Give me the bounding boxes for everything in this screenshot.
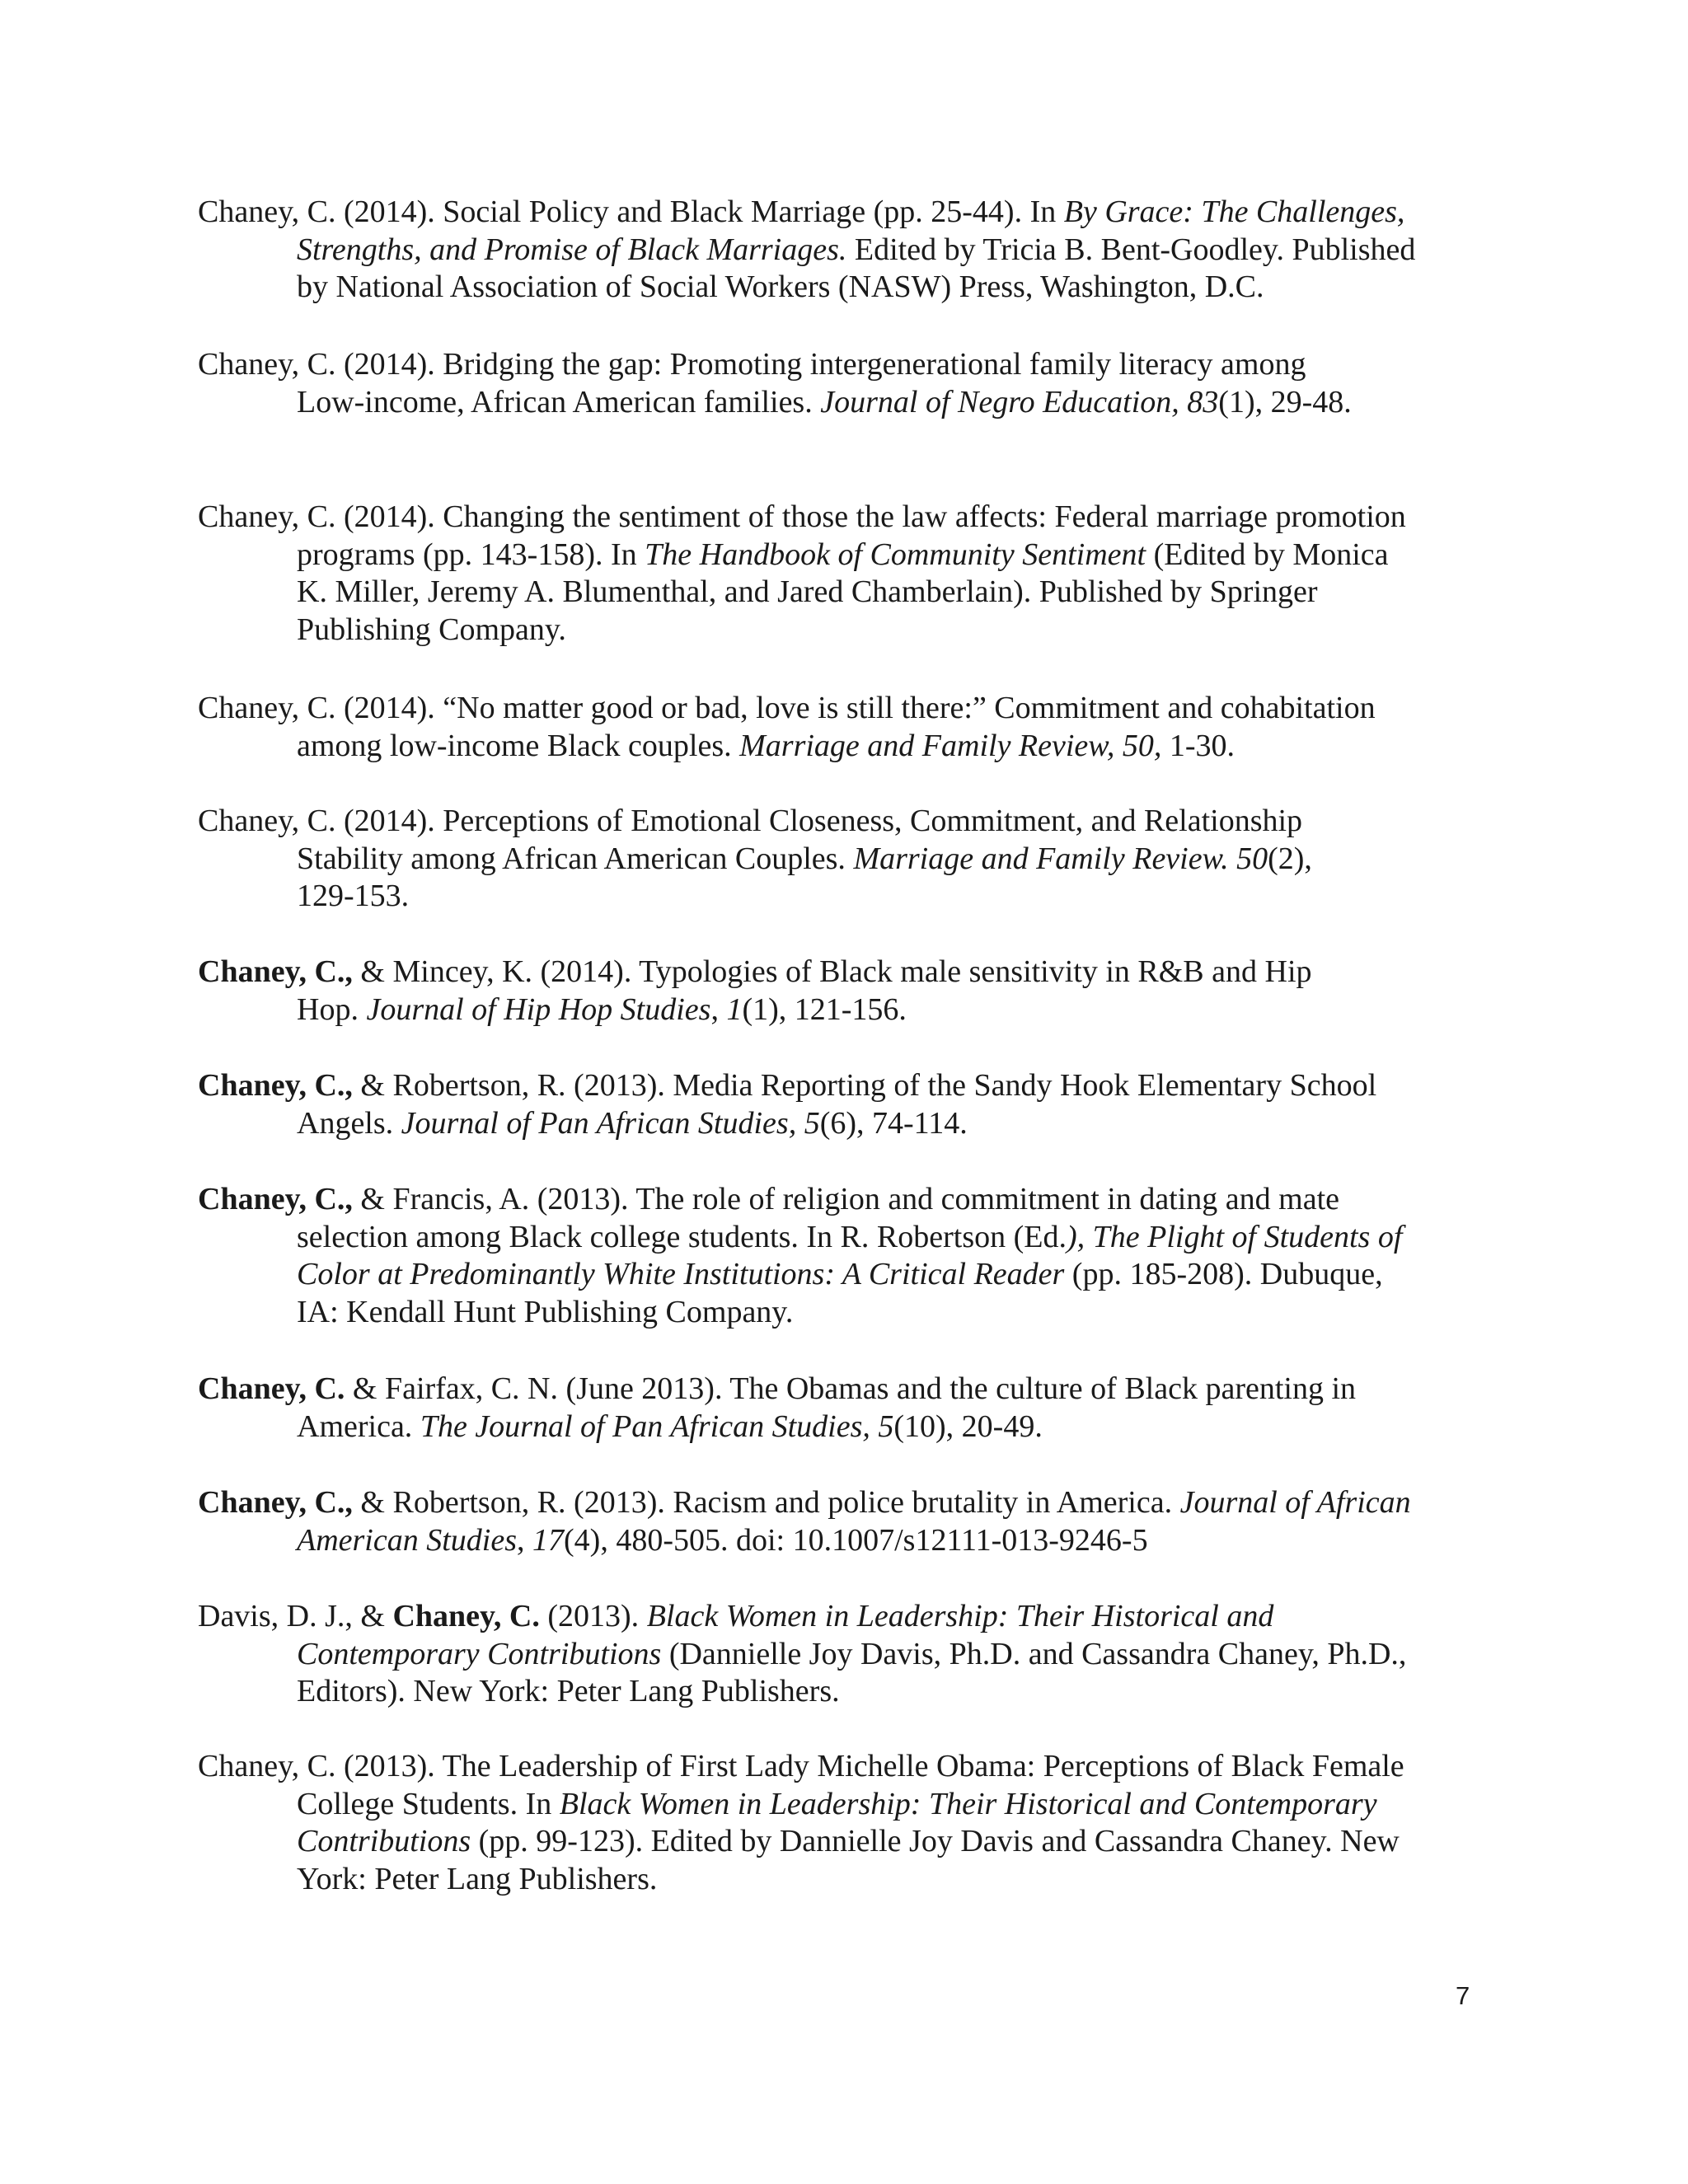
reference-text: Chaney, C. (2014). Perceptions of Emotional Closeness, Commitment, and Relationship — [198, 804, 1303, 838]
italic-title: Contemporary Contributions — [297, 1636, 662, 1671]
reference-text: & Fairfax, C. N. (June 2013). The Obamas and the culture of Black parenting in — [345, 1371, 1357, 1406]
reference-text: & Robertson, R. (2013). Media Reporting of the Sandy Hook Elementary School — [352, 1068, 1377, 1103]
reference-line — [297, 1823, 1400, 1861]
reference-text: America. — [297, 1408, 420, 1444]
reference-line — [198, 1181, 1339, 1219]
reference-text: (pp. 185-208). Dubuque, — [1064, 1257, 1383, 1291]
reference-text: Chaney, C. (2014). Social Policy and Black Marriage (pp. 25-44). In — [198, 194, 1064, 229]
italic-title: 1 — [726, 991, 743, 1027]
author-name-bold: Chaney, C., — [198, 1068, 353, 1103]
author-name-bold: Chaney, C., — [198, 1485, 353, 1520]
reference-text: (pp. 99-123). Edited by Dannielle Joy Davis and Cassandra Chaney. New — [471, 1824, 1400, 1858]
reference-line — [198, 954, 1312, 991]
reference-text: Davis, D. J., & — [198, 1599, 393, 1633]
italic-title: Black Women in Leadership: Their Historical and Contemporary — [559, 1786, 1377, 1821]
reference-line — [297, 991, 907, 1029]
reference-line — [297, 1786, 1377, 1824]
italic-title: Journal of African — [1179, 1485, 1411, 1520]
reference-line — [297, 1105, 968, 1143]
reference-line — [297, 1408, 1043, 1446]
reference-text: by National Association of Social Workers (NASW) Press, Washington, D.C. — [297, 269, 1264, 304]
reference-text: Edited by Tricia B. Bent-Goodley. Published — [846, 232, 1416, 267]
italic-title: Black Women in Leadership: Their Historical and — [646, 1599, 1274, 1633]
reference-line — [297, 1294, 793, 1332]
reference-line — [297, 574, 1318, 612]
reference-text: , — [517, 1522, 533, 1558]
reference-line — [297, 1522, 1148, 1560]
italic-title: Journal of Hip Hop Studies — [366, 991, 711, 1027]
reference-text: Angels. — [297, 1105, 401, 1141]
reference-text: (6), 74-114. — [819, 1105, 968, 1141]
reference-text: Stability among African American Couples. — [297, 841, 854, 876]
reference-text: (1), 29-48. — [1218, 384, 1352, 419]
italic-title: Color at Predominantly White Institutions: A Critical Reader — [297, 1257, 1065, 1291]
reference-text: 1-30. — [1161, 728, 1235, 763]
italic-title: Strengths, and Promise of Black Marriages. — [297, 232, 847, 267]
author-name-bold: Chaney, C., — [198, 954, 353, 989]
italic-title: Marriage and Family Review, 50, — [739, 728, 1162, 763]
reference-line — [198, 346, 1306, 384]
reference-line — [297, 1256, 1383, 1294]
reference-line — [198, 1598, 1273, 1636]
reference-text: K. Miller, Jeremy A. Blumenthal, and Jared Chamberlain). Published by Springer — [297, 574, 1318, 609]
reference-line — [198, 1748, 1404, 1786]
reference-line — [198, 194, 1404, 232]
reference-text: Editors). New York: Peter Lang Publishers. — [297, 1674, 840, 1708]
reference-text: selection among Black college students. In R. Robertson (Ed. — [297, 1219, 1067, 1254]
reference-line — [297, 384, 1352, 422]
reference-line — [297, 728, 1235, 766]
reference-text: & Francis, A. (2013). The role of religion and commitment in dating and mate — [352, 1182, 1340, 1216]
reference-text: (Dannielle Joy Davis, Ph.D. and Cassandra Chaney, Ph.D., — [661, 1636, 1407, 1671]
reference-text: , — [710, 991, 727, 1027]
italic-title: Contributions — [297, 1824, 471, 1858]
italic-title: The Handbook of Community Sentiment — [645, 537, 1146, 572]
reference-line — [297, 612, 566, 649]
author-name-bold: Chaney, C. — [198, 1371, 345, 1406]
reference-text: York: Peter Lang Publishers. — [297, 1861, 658, 1896]
reference-line — [297, 232, 1415, 269]
reference-text: Chaney, C. (2013). The Leadership of First Lady Michelle Obama: Perceptions of Black Female — [198, 1749, 1404, 1783]
reference-text: Chaney, C. (2014). Changing the sentiment of those the law affects: Federal marriage promotion — [198, 499, 1406, 534]
author-name-bold: Chaney, C. — [392, 1599, 540, 1633]
reference-text: IA: Kendall Hunt Publishing Company. — [297, 1294, 794, 1329]
author-name-bold: Chaney, C., — [198, 1182, 353, 1216]
reference-text: (Edited by Monica — [1146, 537, 1389, 572]
italic-title: Journal of Pan African Studies, 5 — [401, 1105, 820, 1141]
reference-line — [198, 499, 1406, 537]
reference-text: & Robertson, R. (2013). Racism and police brutality in America. — [352, 1485, 1180, 1520]
reference-text: Chaney, C. (2014). Bridging the gap: Promoting intergenerational family literacy among — [198, 347, 1306, 382]
reference-text: among low-income Black couples. — [297, 728, 740, 763]
reference-line — [198, 1484, 1411, 1522]
reference-line — [297, 841, 1312, 879]
reference-text: (4), 480-505. doi: 10.1007/s12111-013-9246-5 — [564, 1522, 1148, 1558]
reference-text: Chaney, C. (2014). “No matter good or bad, love is still there:” Commitment and cohabitation — [198, 691, 1376, 725]
italic-title: 17 — [532, 1522, 565, 1558]
reference-line — [297, 269, 1264, 307]
reference-text: Hop. — [297, 991, 367, 1027]
reference-text: (2013). — [539, 1599, 647, 1633]
reference-text: College Students. In — [297, 1786, 560, 1821]
reference-line — [297, 1636, 1406, 1674]
reference-text: Publishing Company. — [297, 612, 566, 647]
reference-text: (1), 121-156. — [742, 991, 907, 1027]
reference-text: & Mincey, K. (2014). Typologies of Black male sensitivity in R&B and Hip — [352, 954, 1312, 989]
reference-line — [297, 1673, 840, 1711]
reference-line — [297, 1861, 657, 1899]
reference-text: programs (pp. 143-158). In — [297, 537, 645, 572]
reference-text: (10), 20-49. — [893, 1408, 1043, 1444]
reference-text: (2), — [1268, 841, 1312, 876]
reference-line — [297, 878, 409, 916]
reference-line — [198, 803, 1302, 841]
italic-title: Marriage and Family Review. 50 — [853, 841, 1268, 876]
reference-line — [198, 1067, 1376, 1105]
reference-line — [297, 1219, 1402, 1257]
italic-title: The Journal of Pan African Studies, 5 — [420, 1408, 894, 1444]
italic-title: By Grace: The Challenges, — [1063, 194, 1405, 229]
reference-text: 129-153. — [297, 879, 410, 913]
italic-title: ), The Plight of Students of — [1066, 1219, 1403, 1254]
reference-line — [297, 537, 1389, 574]
italic-title: American Studies — [297, 1522, 518, 1558]
reference-line — [198, 690, 1376, 728]
reference-line — [198, 1371, 1356, 1408]
italic-title: Journal of Negro Education, 83 — [820, 384, 1219, 419]
page-number: 7 — [1456, 1981, 1470, 2010]
reference-text: Low-income, African American families. — [297, 384, 821, 419]
